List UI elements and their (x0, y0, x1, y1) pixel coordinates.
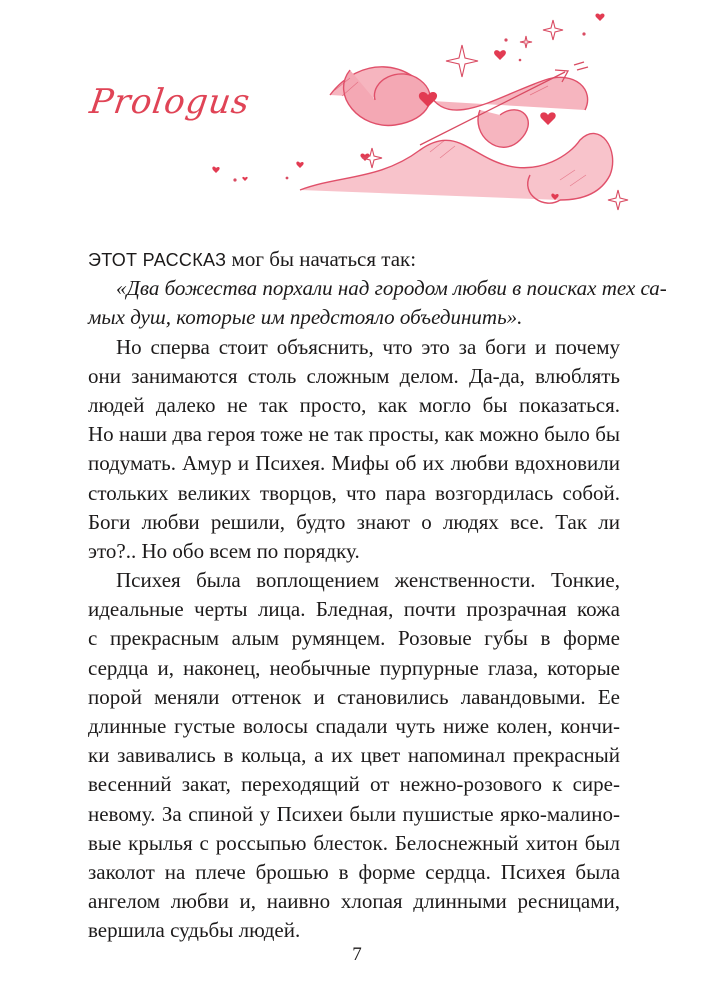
heart-icon (296, 162, 303, 168)
line-text: весенний закат, переходящий от нежно-розового к сире- (88, 772, 620, 797)
page-number: 7 (352, 944, 362, 965)
text-line (88, 333, 620, 362)
ribbon-loop (344, 70, 431, 125)
heart-icon (212, 167, 219, 173)
text-line (88, 800, 620, 829)
line-text: подумать. Амур и Психея. Мифы об их любви вдохновили (88, 451, 620, 476)
line-text: сердца и, наконец, необычные пурпурные глаза, которые (88, 655, 620, 680)
line-text: людей далеко не так просто, как могло бы показаться. (88, 392, 620, 417)
text-line (88, 624, 620, 653)
line-text: Боги любви решили, будто знают о людях все. Так ли (88, 509, 620, 534)
text-line (88, 595, 620, 624)
line-text: они занимаются столь сложным делом. Да-да, влюблять (88, 363, 620, 388)
text-line (88, 449, 620, 478)
line-text: ангелом любви и, наивно хлопая длинными ресницами, (88, 889, 620, 914)
sparkle-icon (520, 36, 532, 48)
heart-icon (540, 112, 555, 125)
chapter-header (0, 0, 714, 230)
text-line (88, 654, 620, 683)
text-line (88, 770, 620, 799)
text-line (88, 916, 620, 945)
line-text: порой меняли оттенок и становились лавандовыми. Ее (88, 684, 620, 709)
line-text: вые крылья с россыпью блесток. Белоснежный хитон был (88, 830, 620, 855)
line-text: идеальные черты лица. Бледная, почти прозрачная кожа (88, 597, 620, 622)
ribbon-illustration (0, 0, 714, 230)
text-line (88, 391, 620, 420)
text-line (88, 887, 620, 916)
sparkle-icon (608, 190, 628, 210)
text-line (88, 829, 620, 858)
line-text: заколот на плече брошью в форме сердца. Психея была (88, 859, 620, 884)
line-text: это?.. Но обо всем по порядку. (88, 538, 360, 563)
text-line (88, 508, 620, 537)
line-text: Но наши два героя тоже не так просты, как можно было бы (88, 422, 620, 447)
text-line (88, 566, 620, 595)
line-text: Но сперва стоит объяснить, что это за боги и почему (116, 334, 620, 359)
ribbon-band-lower (300, 133, 613, 200)
text-line (88, 479, 620, 508)
heart-icon (242, 177, 247, 181)
text-line (88, 683, 620, 712)
lead-in-caps: ЭТОТ РАССКАЗ (88, 250, 227, 270)
line-text: вершила судьбы людей. (88, 918, 301, 943)
line-text: мог бы начаться так: (226, 247, 417, 271)
sparkle-icon (543, 20, 563, 40)
line-text: Психея была воплощением женственности. Тонкие, (116, 568, 620, 593)
text-line (88, 303, 620, 332)
text-line (88, 537, 620, 566)
text-line (88, 245, 620, 274)
text-line (88, 741, 620, 770)
line-text: ки завивались в кольца, а их цвет напоминал прекрасный (88, 743, 620, 768)
line-text: длинные густые волосы спадали чуть ниже колен, кончи- (88, 714, 620, 738)
sparkle-icon (446, 45, 478, 77)
text-line (88, 858, 620, 887)
text-line (88, 420, 620, 449)
ribbon-curl (478, 110, 528, 148)
heart-icon (595, 14, 604, 21)
body-text (88, 245, 667, 946)
line-text: невому. За спиной у Психеи были пушистые ярко-малино- (88, 801, 620, 826)
text-line (88, 362, 620, 391)
text-line (88, 274, 667, 303)
line-text: с прекрасным алым румянцем. Розовые губы в форме (88, 626, 620, 651)
chapter-title: Prologus (87, 82, 253, 122)
line-text: мых душ, которые им предстояло объединить». (88, 305, 523, 330)
line-text: «Два божества порхали над городом любви в поисках тех са- (116, 276, 667, 301)
text-line (88, 712, 620, 741)
heart-icon (494, 50, 506, 60)
line-text: стольких великих творцов, что пара возгордилась собой. (88, 480, 620, 505)
